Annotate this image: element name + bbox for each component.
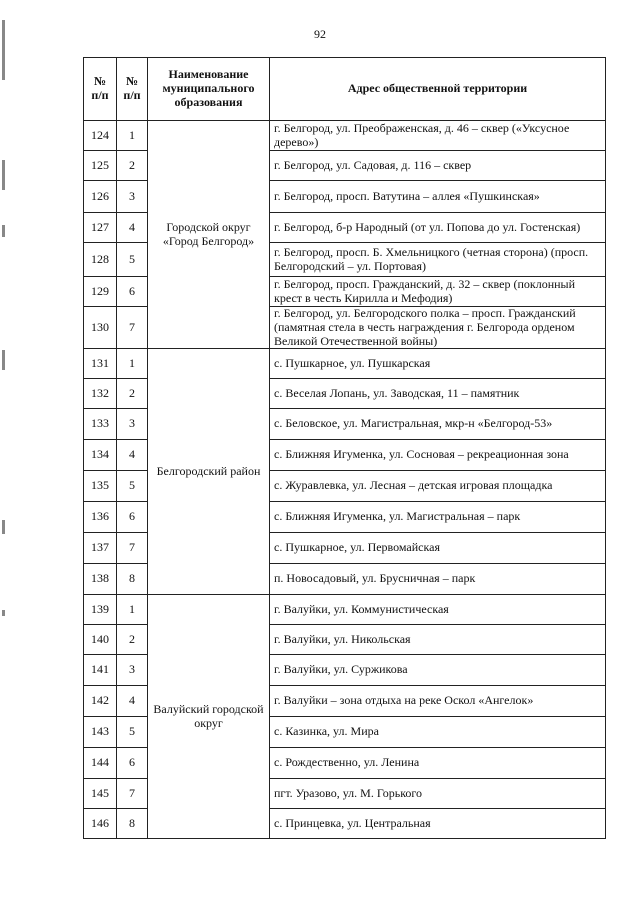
row-number-local: 4: [117, 213, 148, 243]
row-number-total: 132: [84, 379, 117, 409]
row-number-total: 125: [84, 151, 117, 181]
address-cell: с. Казинка, ул. Мира: [270, 717, 606, 748]
address-cell: с. Принцевка, ул. Центральная: [270, 809, 606, 839]
row-number-total: 126: [84, 181, 117, 213]
header-number-total: № п/п: [84, 58, 117, 121]
row-number-local: 5: [117, 471, 148, 502]
row-number-total: 143: [84, 717, 117, 748]
address-cell: г. Валуйки, ул. Суржикова: [270, 655, 606, 686]
row-number-total: 131: [84, 349, 117, 379]
municipality-cell: Валуйский городской округ: [148, 595, 270, 839]
address-cell: г. Валуйки, ул. Коммунистическая: [270, 595, 606, 625]
address-cell: с. Рождественно, ул. Ленина: [270, 748, 606, 779]
row-number-total: 130: [84, 307, 117, 349]
row-number-local: 5: [117, 243, 148, 277]
address-cell: г. Белгород, б-р Народный (от ул. Попова до ул. Гостенская): [270, 213, 606, 243]
row-number-local: 4: [117, 686, 148, 717]
address-cell: с. Беловское, ул. Магистральная, мкр-н «Белгород-53»: [270, 409, 606, 440]
page-number: 92: [314, 27, 326, 41]
table-row: [84, 121, 606, 151]
header-address: Адрес общественной территории: [270, 58, 606, 121]
row-number-local: 6: [117, 277, 148, 307]
row-number-total: 136: [84, 502, 117, 533]
row-number-total: 133: [84, 409, 117, 440]
row-number-total: 128: [84, 243, 117, 277]
address-cell: г. Валуйки – зона отдыха на реке Оскол «Ангелок»: [270, 686, 606, 717]
table-row: [84, 595, 606, 625]
territories-table: [83, 57, 606, 839]
row-number-local: 8: [117, 809, 148, 839]
row-number-total: 129: [84, 277, 117, 307]
address-cell: п. Новосадовый, ул. Брусничная – парк: [270, 564, 606, 595]
row-number-total: 141: [84, 655, 117, 686]
row-number-local: 1: [117, 349, 148, 379]
row-number-local: 8: [117, 564, 148, 595]
row-number-local: 3: [117, 181, 148, 213]
row-number-total: 127: [84, 213, 117, 243]
address-cell: г. Белгород, ул. Садовая, д. 116 – сквер: [270, 151, 606, 181]
row-number-total: 146: [84, 809, 117, 839]
row-number-total: 134: [84, 440, 117, 471]
address-cell: г. Белгород, просп. Гражданский, д. 32 – сквер (поклонный крест в честь Кирилла и Мефодия): [270, 277, 606, 307]
row-number-local: 1: [117, 121, 148, 151]
row-number-total: 140: [84, 625, 117, 655]
scan-margin-marks: [2, 0, 18, 905]
row-number-total: 137: [84, 533, 117, 564]
row-number-total: 142: [84, 686, 117, 717]
row-number-local: 7: [117, 307, 148, 349]
address-cell: г. Белгород, просп. Ватутина – аллея «Пушкинская»: [270, 181, 606, 213]
address-cell: с. Журавлевка, ул. Лесная – детская игровая площадка: [270, 471, 606, 502]
row-number-total: 135: [84, 471, 117, 502]
row-number-local: 6: [117, 748, 148, 779]
table-header-row: [84, 58, 606, 121]
address-cell: г. Валуйки, ул. Никольская: [270, 625, 606, 655]
address-cell: с. Пушкарное, ул. Пушкарская: [270, 349, 606, 379]
row-number-local: 5: [117, 717, 148, 748]
header-municipality: Наименование муниципального образования: [148, 58, 270, 121]
address-cell: с. Веселая Лопань, ул. Заводская, 11 – памятник: [270, 379, 606, 409]
row-number-total: 144: [84, 748, 117, 779]
address-cell: г. Белгород, ул. Белгородского полка – просп. Гражданский (памятная стела в честь награждения г. Белгорода орденом Великой Отечественной войны): [270, 307, 606, 349]
row-number-total: 139: [84, 595, 117, 625]
address-cell: г. Белгород, просп. Б. Хмельницкого (четная сторона) (просп. Белгородский – ул. Портовая): [270, 243, 606, 277]
row-number-local: 7: [117, 533, 148, 564]
municipality-cell: Белгородский район: [148, 349, 270, 595]
row-number-local: 2: [117, 151, 148, 181]
municipality-cell: Городской округ «Город Белгород»: [148, 121, 270, 349]
table-row: [84, 349, 606, 379]
row-number-local: 2: [117, 379, 148, 409]
row-number-local: 2: [117, 625, 148, 655]
row-number-local: 4: [117, 440, 148, 471]
row-number-local: 3: [117, 655, 148, 686]
row-number-total: 124: [84, 121, 117, 151]
address-cell: с. Ближняя Игуменка, ул. Магистральная – парк: [270, 502, 606, 533]
row-number-local: 6: [117, 502, 148, 533]
address-cell: г. Белгород, ул. Преображенская, д. 46 – сквер («Уксусное дерево»): [270, 121, 606, 151]
row-number-total: 145: [84, 779, 117, 809]
address-cell: с. Пушкарное, ул. Первомайская: [270, 533, 606, 564]
row-number-local: 3: [117, 409, 148, 440]
address-cell: с. Ближняя Игуменка, ул. Сосновая – рекреационная зона: [270, 440, 606, 471]
address-cell: пгт. Уразово, ул. М. Горького: [270, 779, 606, 809]
row-number-total: 138: [84, 564, 117, 595]
row-number-local: 1: [117, 595, 148, 625]
row-number-local: 7: [117, 779, 148, 809]
header-number-local: № п/п: [117, 58, 148, 121]
